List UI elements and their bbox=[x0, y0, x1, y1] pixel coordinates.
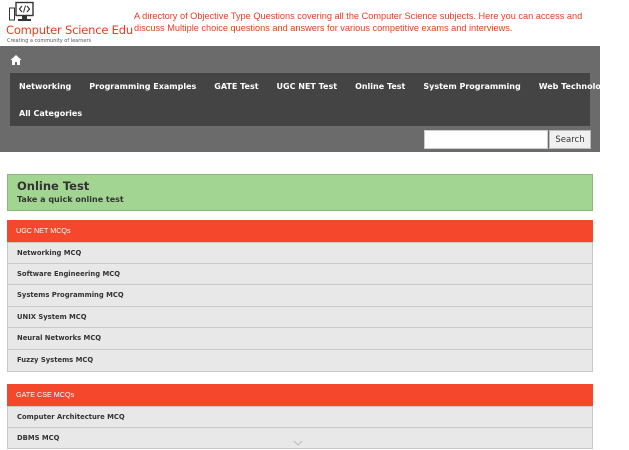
main-menu bbox=[10, 73, 620, 126]
list-item[interactable]: Software Engineering MCQ bbox=[7, 264, 593, 286]
brand-name[interactable]: Computer Science Edu bbox=[6, 23, 133, 37]
chevron-down-icon[interactable] bbox=[293, 440, 303, 446]
menu-item-system-programming[interactable]: System Programming bbox=[423, 81, 521, 91]
online-test-box[interactable] bbox=[7, 174, 593, 211]
list-item[interactable]: Systems Programming MCQ bbox=[7, 285, 593, 307]
menu-item-networking[interactable]: Networking bbox=[19, 81, 72, 91]
home-icon[interactable] bbox=[10, 54, 22, 66]
online-test-title[interactable]: Online Test bbox=[17, 179, 90, 193]
brand-slogan: Creating a community of learners bbox=[7, 38, 92, 44]
menu-row-1 bbox=[10, 73, 629, 99]
section-header-ugc-net[interactable]: UGC NET MCQs bbox=[7, 220, 593, 242]
list-item[interactable]: Networking MCQ bbox=[7, 242, 593, 264]
menu-item-web-technologies[interactable]: Web Technologies bbox=[538, 81, 620, 91]
site-logo[interactable] bbox=[6, 2, 133, 44]
site-header bbox=[0, 0, 600, 46]
computer-code-icon bbox=[9, 2, 39, 24]
list-item[interactable]: Neural Networks MCQ bbox=[7, 328, 593, 350]
list-item[interactable]: Computer Architecture MCQ bbox=[7, 406, 593, 428]
section-header-gate-cse[interactable]: GATE CSE MCQs bbox=[7, 384, 593, 406]
menu-row-2 bbox=[10, 100, 91, 126]
menu-item-ugc-net-test[interactable]: UGC NET Test bbox=[276, 81, 338, 91]
search-button[interactable]: Search bbox=[549, 130, 591, 149]
ugc-net-mcq-list bbox=[7, 242, 593, 372]
menu-item-all-categories[interactable]: All Categories bbox=[19, 108, 83, 118]
menu-item-online-test[interactable]: Online Test bbox=[355, 81, 406, 91]
menu-item-gate-test[interactable]: GATE Test bbox=[214, 81, 259, 91]
list-item[interactable]: DBMS MCQ bbox=[7, 428, 593, 450]
online-test-subtitle: Take a quick online test bbox=[17, 195, 124, 204]
search-input[interactable] bbox=[424, 130, 548, 149]
list-item[interactable]: Fuzzy Systems MCQ bbox=[7, 350, 593, 372]
site-tagline: A directory of Objective Type Questions covering all the Computer Science subjects. Here you can access and discuss Multiple choice questions and answers for various competitive exams and interviews. bbox=[134, 11, 583, 33]
list-item[interactable]: UNIX System MCQ bbox=[7, 307, 593, 329]
menu-item-programming-examples[interactable]: Programming Examples bbox=[89, 81, 197, 91]
